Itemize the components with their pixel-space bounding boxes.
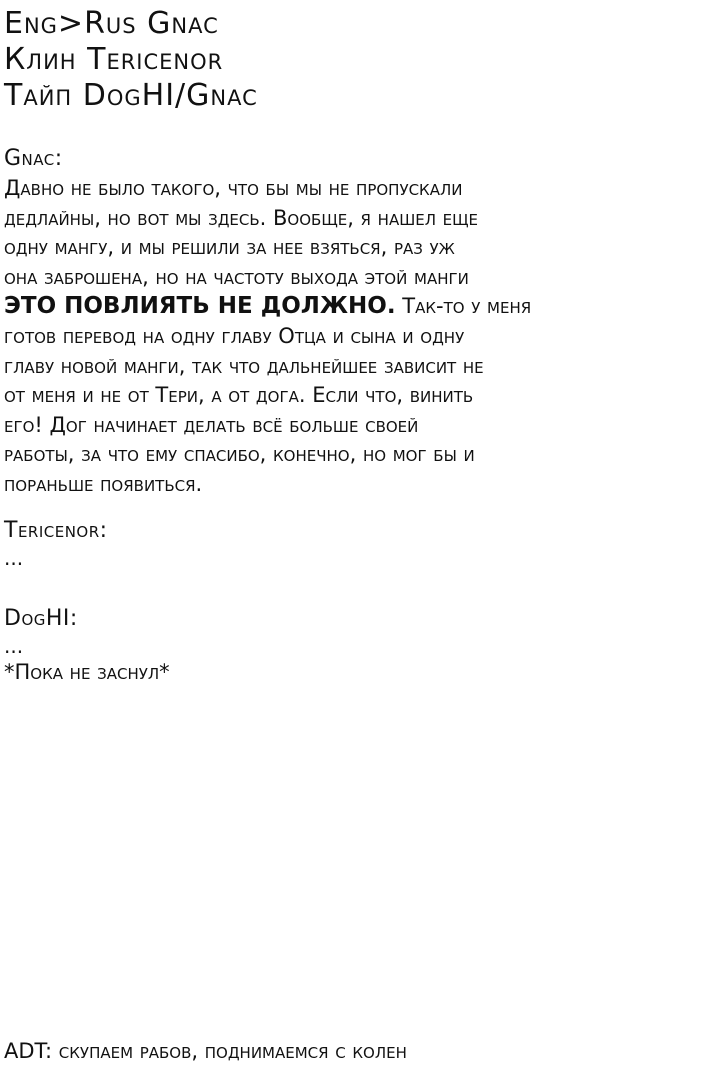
note-line: пораньше появиться. [4,471,203,496]
tericenor-text: ... [4,546,24,570]
footer-note: ADT: скупаем рабов, поднимаемся с колен [4,1039,407,1063]
note-line: дедлайны, но вот мы здесь. Вообще, я нашел еще [4,205,479,230]
tericenor-note [4,516,716,570]
note-line: от меня и не от Тери, а от дога. Если что, винить [4,383,474,408]
doghi-note [4,604,716,686]
credits-block [4,6,258,114]
note-line: главу новой манги, так что дальнейшее зависит не [4,353,484,378]
note-line: одну мангу, и мы решили за нее взяться, раз уж [4,235,455,260]
credit-translation: Eng>Rus Gnac [4,6,219,41]
note-line-tail: Так-то у меня [402,294,532,319]
note-line: его! Дог начинает делать всё больше своей [4,412,419,437]
note-line: она заброшена, но на частоту выхода этой манги [4,264,469,289]
bold-phrase: ЭТО ПОВЛИЯТЬ НЕ ДОЛЖНО. [4,293,396,320]
gnac-note [4,144,716,500]
note-line: работы, за что ему спасибо, конечно, но мог бы и [4,442,475,467]
credit-cleaning: Клин Tericenor [4,42,224,77]
credit-typesetting: Тайп DogHI/Gnac [4,78,258,113]
speaker-gnac: Gnac: [4,146,63,171]
doghi-aside: *Пока не заснул* [4,660,170,684]
speaker-tericenor: Tericenor: [4,518,108,543]
note-line-with-bold [4,292,716,322]
note-line: Давно не было такого, что бы мы не пропускали [4,176,463,200]
doghi-text: ... [4,634,24,658]
note-line: готов перевод на одну главу Отца и сына и одну [4,323,465,348]
speaker-doghi: DogHI: [4,606,78,631]
